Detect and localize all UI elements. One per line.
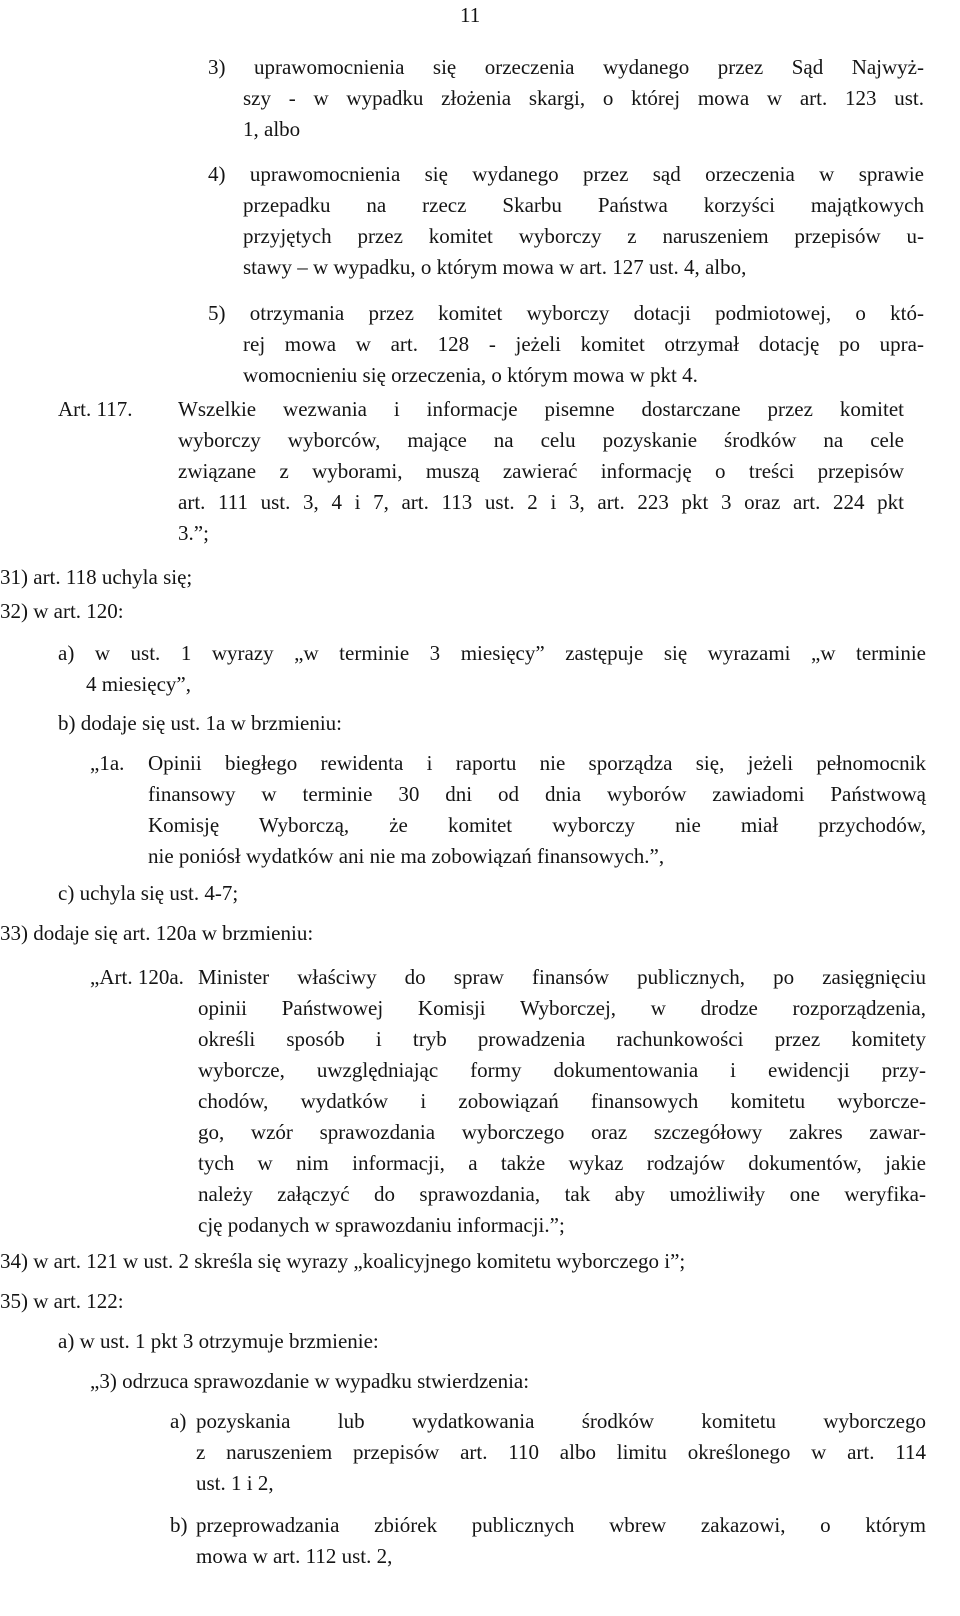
art-120a-line: go, wzór sprawozdania wyborczego oraz szczegółowy zakres zawar-: [198, 1120, 926, 1144]
point-32a-line: a) w ust. 1 wyrazy „w terminie 3 miesięcy” zastępuje się wyrazami „w terminie: [58, 641, 926, 665]
point-3-line: 3) uprawomocnienia się orzeczenia wydanego przez Sąd Najwyż-: [208, 55, 924, 79]
art-117-line: art. 111 ust. 3, 4 i 7, art. 113 ust. 2 i 3, art. 223 pkt 3 oraz art. 224 pkt: [178, 490, 904, 514]
point-35: 35) w art. 122:: [0, 1289, 124, 1313]
art-117-line: związane z wyborami, muszą zawierać informację o treści przepisów: [178, 459, 904, 483]
sub-b-text: [196, 1510, 926, 1572]
point-33: 33) dodaje się art. 120a w brzmieniu:: [0, 921, 314, 945]
art-120a-label: „Art. 120a.: [90, 965, 184, 989]
point-5-line: 5) otrzymania przez komitet wyborczy dotacji podmiotowej, o któ-: [208, 301, 924, 325]
point-32a: [58, 638, 926, 700]
sub-a-line: ust. 1 i 2,: [196, 1471, 274, 1495]
art-120a-text: [198, 962, 926, 1241]
art-120a-line: wyborcze, uwzględniając formy dokumentowania i ewidencji przy-: [198, 1058, 926, 1082]
sub-b-label: b): [170, 1513, 188, 1537]
ust-1a-label: „1a.: [90, 751, 125, 775]
page-number: 11: [460, 3, 481, 27]
art-117-label: Art. 117.: [58, 397, 133, 421]
art-117-line: 3.”;: [178, 521, 209, 545]
art-117-line: Wszelkie wezwania i informacje pisemne dostarczane przez komitet: [178, 397, 904, 421]
art-120a-line: należy załączyć do sprawozdania, tak aby umożliwiły one weryfika-: [198, 1182, 926, 1206]
point-32c: c) uchyla się ust. 4-7;: [58, 881, 239, 905]
art-117-text: [178, 394, 904, 549]
ust-1a-line: finansowy w terminie 30 dni od dnia wyborów zawiadomi Państwową: [148, 782, 926, 806]
point-32: 32) w art. 120:: [0, 599, 124, 623]
point-5: [208, 298, 924, 391]
ust-1a-text: [148, 748, 926, 872]
point-4-line: przepadku na rzecz Skarbu Państwa korzyści majątkowych: [243, 193, 924, 217]
ust-1a-line: Komisję Wyborczą, że komitet wyborczy nie miał przychodów,: [148, 813, 926, 837]
art-120a-line: tych w nim informacji, a także wykaz rodzajów dokumentów, jakie: [198, 1151, 926, 1175]
point-3-line: szy - w wypadku złożenia skargi, o której mowa w art. 123 ust.: [243, 86, 924, 110]
point-34: 34) w art. 121 w ust. 2 skreśla się wyrazy „koalicyjnego komitetu wyborczego i”;: [0, 1249, 686, 1273]
point-3: [208, 52, 924, 145]
art-120a-line: cję podanych w sprawozdaniu informacji.”;: [198, 1213, 565, 1237]
art-120a-line: opinii Państwowej Komisji Wyborczej, w drodze rozporządzenia,: [198, 996, 926, 1020]
point-4: [208, 159, 924, 283]
point-3-line: 1, albo: [243, 117, 301, 141]
point-5-line: rej mowa w art. 128 - jeżeli komitet otrzymał dotację po upra-: [243, 332, 924, 356]
point-32b: b) dodaje się ust. 1a w brzmieniu:: [58, 711, 343, 735]
art-117-line: wyborczy wyborców, mające na celu pozyskanie środków na cele: [178, 428, 904, 452]
point-4-line: stawy – w wypadku, o którym mowa w art. 127 ust. 4, albo,: [243, 255, 747, 279]
art-120a-line: Minister właściwy do spraw finansów publicznych, po zasięgnięciu: [198, 965, 926, 989]
point-35a: a) w ust. 1 pkt 3 otrzymuje brzmienie:: [58, 1329, 379, 1353]
point-31: 31) art. 118 uchyla się;: [0, 565, 193, 589]
point-5-line: womocnieniu się orzeczenia, o którym mowa w pkt 4.: [243, 363, 698, 387]
sub-a-label: a): [170, 1409, 187, 1433]
point-4-line: przyjętych przez komitet wyborczy z naruszeniem przepisów u-: [243, 224, 924, 248]
sub-b-line: przeprowadzania zbiórek publicznych wbrew zakazowi, o którym: [196, 1513, 926, 1537]
point-32a-line: 4 miesięcy”,: [86, 672, 191, 696]
ust-1a-line: nie poniósł wydatków ani nie ma zobowiązań finansowych.”,: [148, 844, 665, 868]
art-120a-line: określi sposób i tryb prowadzenia rachunkowości przez komitety: [198, 1027, 926, 1051]
sub-b-line: mowa w art. 112 ust. 2,: [196, 1544, 393, 1568]
point-4-line: 4) uprawomocnienia się wydanego przez sąd orzeczenia w sprawie: [208, 162, 924, 186]
sub-a-line: pozyskania lub wydatkowania środków komitetu wyborczego: [196, 1409, 926, 1433]
ust-1a-line: Opinii biegłego rewidenta i raportu nie sporządza się, jeżeli pełnomocnik: [148, 751, 926, 775]
sub-a-line: z naruszeniem przepisów art. 110 albo limitu określonego w art. 114: [196, 1440, 926, 1464]
art-120a-line: chodów, wydatków i zobowiązań finansowych komitetu wyborcze-: [198, 1089, 926, 1113]
sub-a-text: [196, 1406, 926, 1499]
quote-point-3: „3) odrzuca sprawozdanie w wypadku stwierdzenia:: [90, 1369, 530, 1393]
